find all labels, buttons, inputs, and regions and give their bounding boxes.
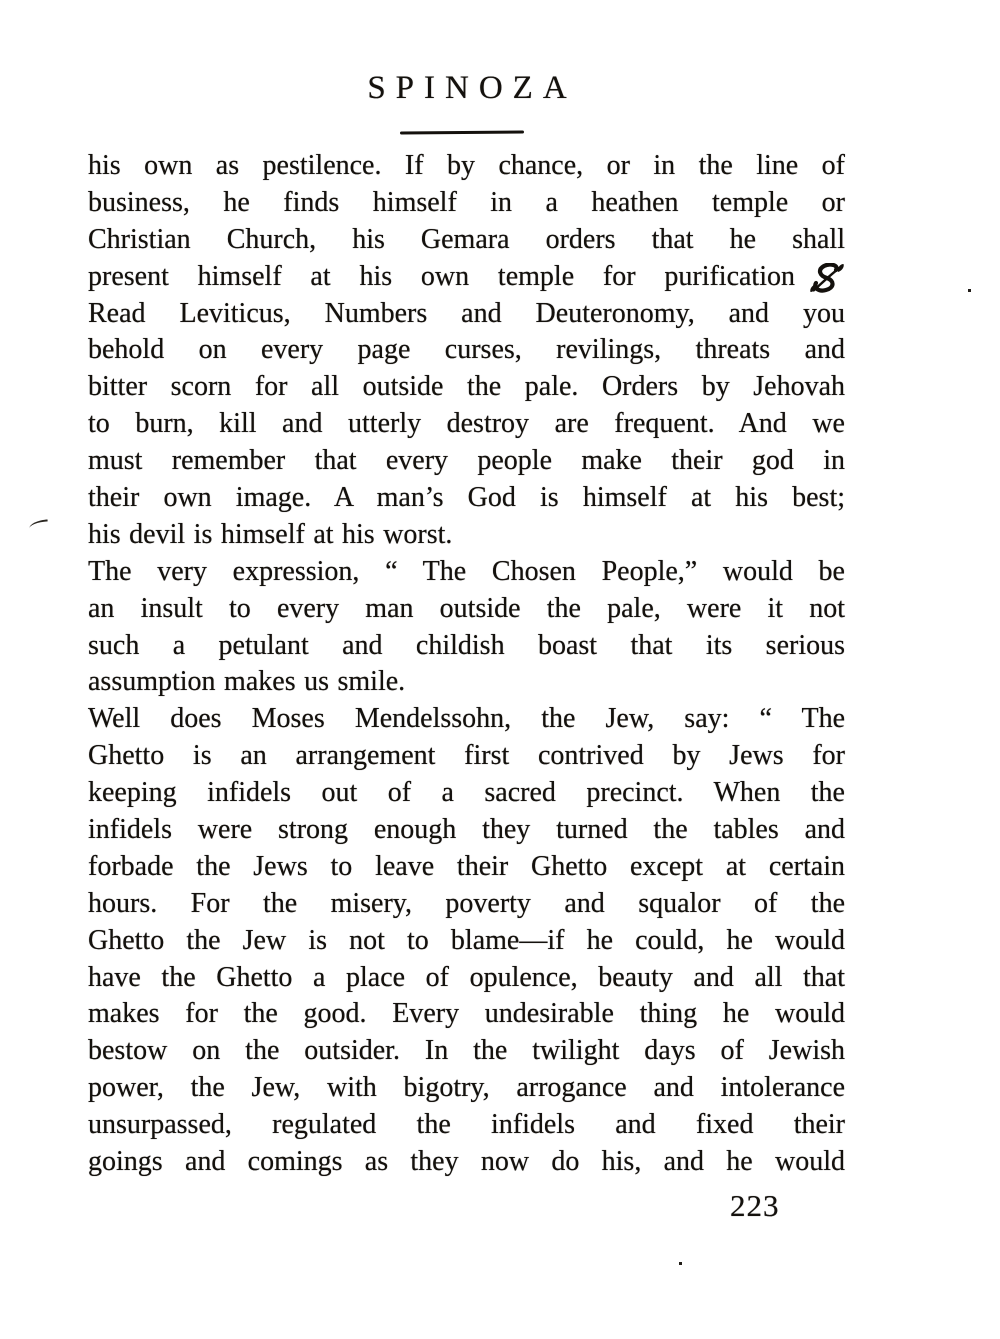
text-line-content: must remember that every people make their god in [88,445,845,477]
text-line-content: goings and comings as they now do his, and he would [88,1146,845,1178]
text-line-content: their own image. A man’s God is himself at his best; [88,482,845,514]
title-rule [400,130,524,134]
text-line-content: his own as pestilence. If by chance, or in the line of [88,150,845,181]
text-line-content: The very expression, “ The Chosen People,” would be [88,555,845,587]
text-line-content: Ghetto is an arrangement first contrived by Jews for [88,740,845,772]
text-line [88,664,845,701]
text-line-content: power, the Jew, with bigotry, arrogance and intolerance [88,1072,845,1104]
text-line [88,554,845,591]
text-line-content: Christian Church, his Gemara orders that he shall [88,223,845,255]
fleuron-ornament-icon [809,263,845,293]
text-line [88,259,845,296]
text-line [88,369,845,406]
text-line [88,701,845,738]
text-line [88,148,845,185]
text-line [88,1107,845,1144]
text-line-content: unsurpassed, regulated the infidels and fixed their [88,1109,845,1141]
text-line-content: an insult to every man outside the pale, were it not [88,592,845,624]
text-line-content: Read Leviticus, Numbers and Deuteronomy, and you [88,297,845,329]
body-text-block [88,148,845,1181]
ink-speck [968,289,971,292]
text-line [88,738,845,775]
text-line [88,1033,845,1070]
text-line-content: makes for the good. Every undesirable thing he would [88,998,845,1030]
text-line-content: Well does Moses Mendelssohn, the Jew, say: “ The [88,703,845,735]
text-line [88,332,845,369]
text-line [88,1144,845,1181]
text-line [88,775,845,812]
page-number: 223 [730,1188,780,1223]
text-line [88,628,845,665]
text-line-content: business, he finds himself in a heathen temple or [88,186,845,218]
text-line-content: keeping infidels out of a sacred precinct. When the [88,777,845,809]
stray-pen-mark [29,519,49,528]
text-line-content: have the Ghetto a place of opulence, beauty and all that [88,961,845,993]
text-line-content: to burn, kill and utterly destroy are frequent. And we [88,408,845,440]
page-title: SPINOZA [367,70,577,106]
text-line [88,886,845,923]
text-line-content: Ghetto the Jew is not to blame—if he could, he would [88,924,845,956]
text-line [88,296,845,333]
text-line [88,960,845,997]
text-line [88,480,845,517]
text-line-content: infidels were strong enough they turned the tables and [88,814,845,846]
text-line [88,996,845,1033]
text-line [88,222,845,259]
text-line-content: present himself at his own temple for purification [88,260,795,292]
text-line [88,1070,845,1107]
text-line-content: forbade the Jews to leave their Ghetto except at certain [88,850,845,882]
text-line-content: such a petulant and childish boast that its serious [88,629,845,661]
text-line [88,849,845,886]
text-line [88,443,845,480]
text-line-content: assumption makes us smile. [88,666,406,698]
text-line [88,591,845,628]
text-line [88,923,845,960]
text-line [88,812,845,849]
text-line [88,185,845,222]
text-line-content: bestow on the outsider. In the twilight days of Jewish [88,1035,845,1067]
text-line-content: bitter scorn for all outside the pale. Orders by Jehovah [88,371,845,403]
text-line-content: his devil is himself at his worst. [88,518,453,550]
text-line-content: hours. For the misery, poverty and squalor of the [88,887,845,919]
text-line [88,406,845,443]
ink-speck [679,1262,682,1265]
text-line-content: behold on every page curses, revilings, threats and [88,334,845,366]
text-line [88,517,845,554]
